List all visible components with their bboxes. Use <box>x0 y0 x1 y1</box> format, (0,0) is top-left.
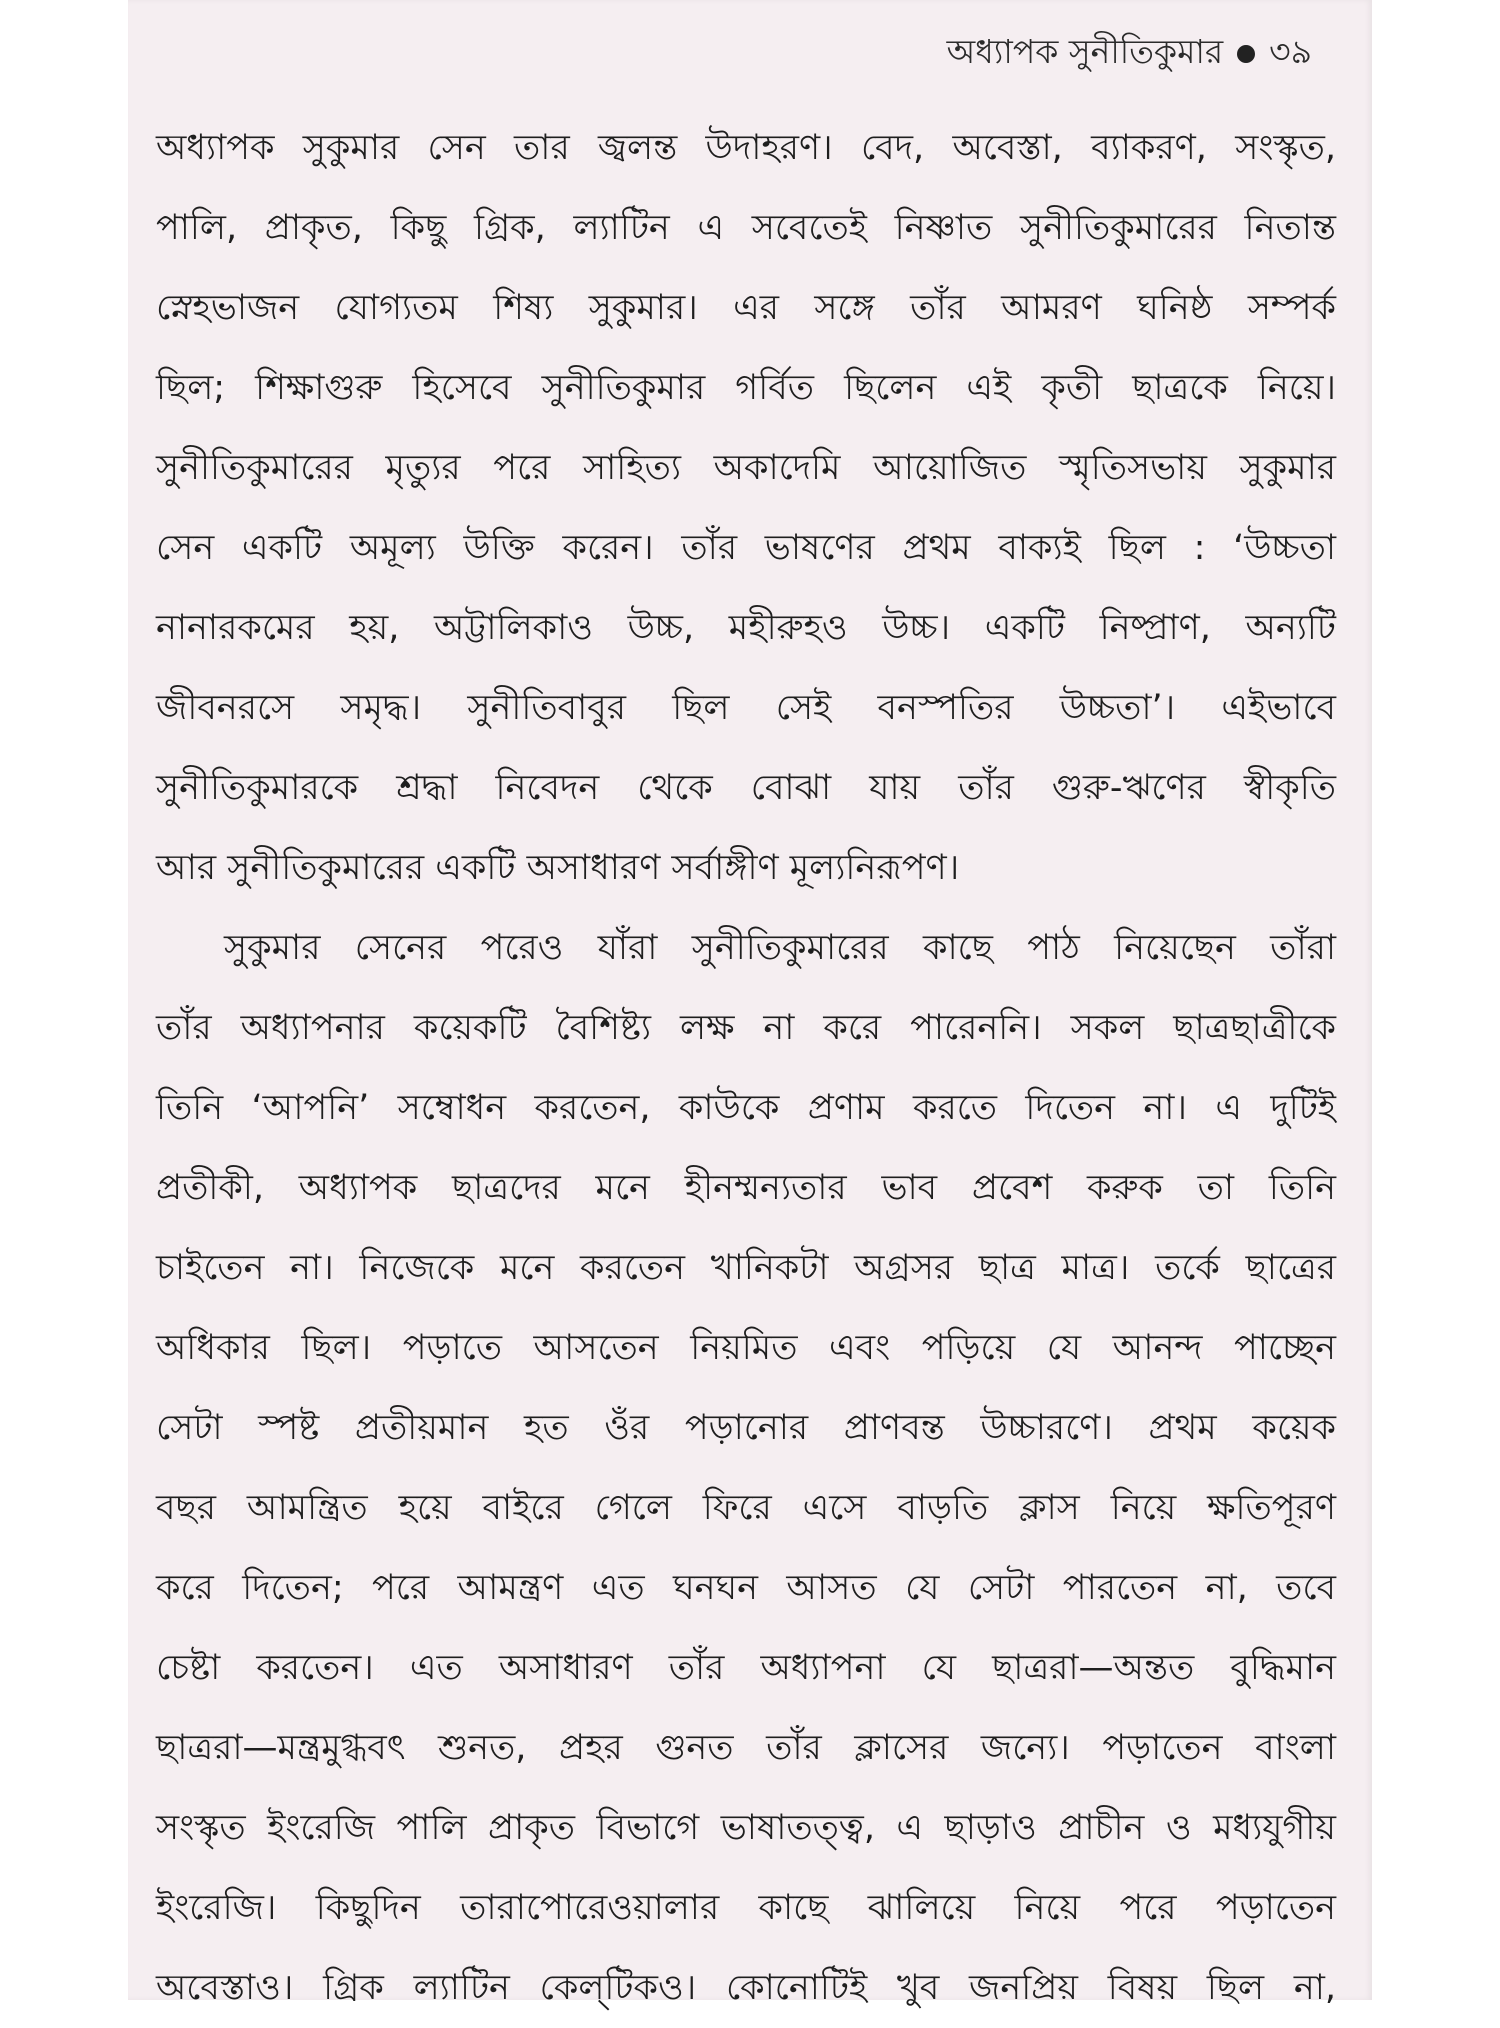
text-line-10: আর সুনীতিকুমারের একটি অসাধারণ সর্বাঙ্গীণ মূল্যনিরূপণ। <box>156 848 960 888</box>
text-line-21: ছাত্ররা—মন্ত্রমুগ্ধবৎ শুনত, প্রহর গুনত তাঁর ক্লাসের জন্যে। পড়াতেন বাংলা <box>156 1728 1336 1768</box>
text-line-2: পালি, প্রাকৃত, কিছু গ্রিক, ল্যাটিন এ সবেতেই নিষ্ণাত সুনীতিকুমারের নিতান্ত <box>156 208 1336 248</box>
bullet-dot-icon <box>1237 45 1255 63</box>
text-line-11: সুকুমার সেনের পরেও যাঁরা সুনীতিকুমারের কাছে পাঠ নিয়েছেন তাঁরা <box>224 928 1336 968</box>
text-line-19: করে দিতেন; পরে আমন্ত্রণ এত ঘনঘন আসত যে সেটা পারতেন না, তবে <box>156 1568 1336 1608</box>
text-line-16: অধিকার ছিল। পড়াতে আসতেন নিয়মিত এবং পড়িয়ে যে আনন্দ পাচ্ছেন <box>156 1328 1337 1368</box>
text-line-5: সুনীতিকুমারের মৃত্যুর পরে সাহিত্য অকাদেমি আয়োজিত স্মৃতিসভায় সুকুমার <box>156 448 1336 488</box>
text-line-7: নানারকমের হয়, অট্টালিকাও উচ্চ, মহীরুহও উচ্চ। একটি নিষ্প্রাণ, অন্যটি <box>156 608 1336 648</box>
text-line-22: সংস্কৃত ইংরেজি পালি প্রাকৃত বিভাগে ভাষাতত্ত্ব, এ ছাড়াও প্রাচীন ও মধ্যযুগীয় <box>156 1808 1336 1848</box>
page-number: ৩৯ <box>1269 32 1312 71</box>
text-line-20: চেষ্টা করতেন। এত অসাধারণ তাঁর অধ্যাপনা যে ছাত্ররা—অন্তত বুদ্ধিমান <box>156 1648 1336 1688</box>
text-line-1: অধ্যাপক সুকুমার সেন তার জ্বলন্ত উদাহরণ। বেদ, অবেস্তা, ব্যাকরণ, সংস্কৃত, <box>156 128 1336 168</box>
text-line-15: চাইতেন না। নিজেকে মনে করতেন খানিকটা অগ্রসর ছাত্র মাত্র। তর্কে ছাত্রের <box>156 1248 1336 1288</box>
text-line-18: বছর আমন্ত্রিত হয়ে বাইরে গেলে ফিরে এসে বাড়তি ক্লাস নিয়ে ক্ষতিপূরণ <box>156 1488 1336 1528</box>
text-line-8: জীবনরসে সমৃদ্ধ। সুনীতিবাবুর ছিল সেই বনস্পতির উচ্চতা’। এইভাবে <box>156 688 1336 728</box>
header-title: অধ্যাপক সুনীতিকুমার <box>946 32 1224 71</box>
running-header <box>947 26 1312 82</box>
text-line-3: স্নেহভাজন যোগ্যতম শিষ্য সুকুমার। এর সঙ্গে তাঁর আমরণ ঘনিষ্ঠ সম্পর্ক <box>156 288 1336 328</box>
text-line-14: প্রতীকী, অধ্যাপক ছাত্রদের মনে হীনম্মন্যতার ভাব প্রবেশ করুক তা তিনি <box>156 1168 1336 1208</box>
text-line-4: ছিল; শিক্ষাগুরু হিসেবে সুনীতিকুমার গর্বিত ছিলেন এই কৃতী ছাত্রকে নিয়ে। <box>156 368 1336 408</box>
text-line-23: ইংরেজি। কিছুদিন তারাপোরেওয়ালার কাছে ঝালিয়ে নিয়ে পরে পড়াতেন <box>156 1888 1336 1928</box>
text-line-13: তিনি ‘আপনি’ সম্বোধন করতেন, কাউকে প্রণাম করতে দিতেন না। এ দুটিই <box>156 1088 1336 1128</box>
text-line-9: সুনীতিকুমারকে শ্রদ্ধা নিবেদন থেকে বোঝা যায় তাঁর গুরু-ঋণের স্বীকৃতি <box>156 768 1336 808</box>
text-line-12: তাঁর অধ্যাপনার কয়েকটি বৈশিষ্ট্য লক্ষ না করে পারেননি। সকল ছাত্রছাত্রীকে <box>156 1008 1336 1048</box>
text-line-17: সেটা স্পষ্ট প্রতীয়মান হত ওঁর পড়ানোর প্রাণবন্ত উচ্চারণে। প্রথম কয়েক <box>156 1408 1336 1448</box>
text-line-6: সেন একটি অমূল্য উক্তি করেন। তাঁর ভাষণের প্রথম বাক্যই ছিল : ‘উচ্চতা <box>156 528 1336 568</box>
body-text <box>156 108 1336 2028</box>
text-line-24: অবেস্তাও। গ্রিক ল্যাটিন কেল্‌টিকও। কোনোটিই খুব জনপ্রিয় বিষয় ছিল না, <box>156 1968 1336 2008</box>
book-page <box>128 0 1372 2008</box>
